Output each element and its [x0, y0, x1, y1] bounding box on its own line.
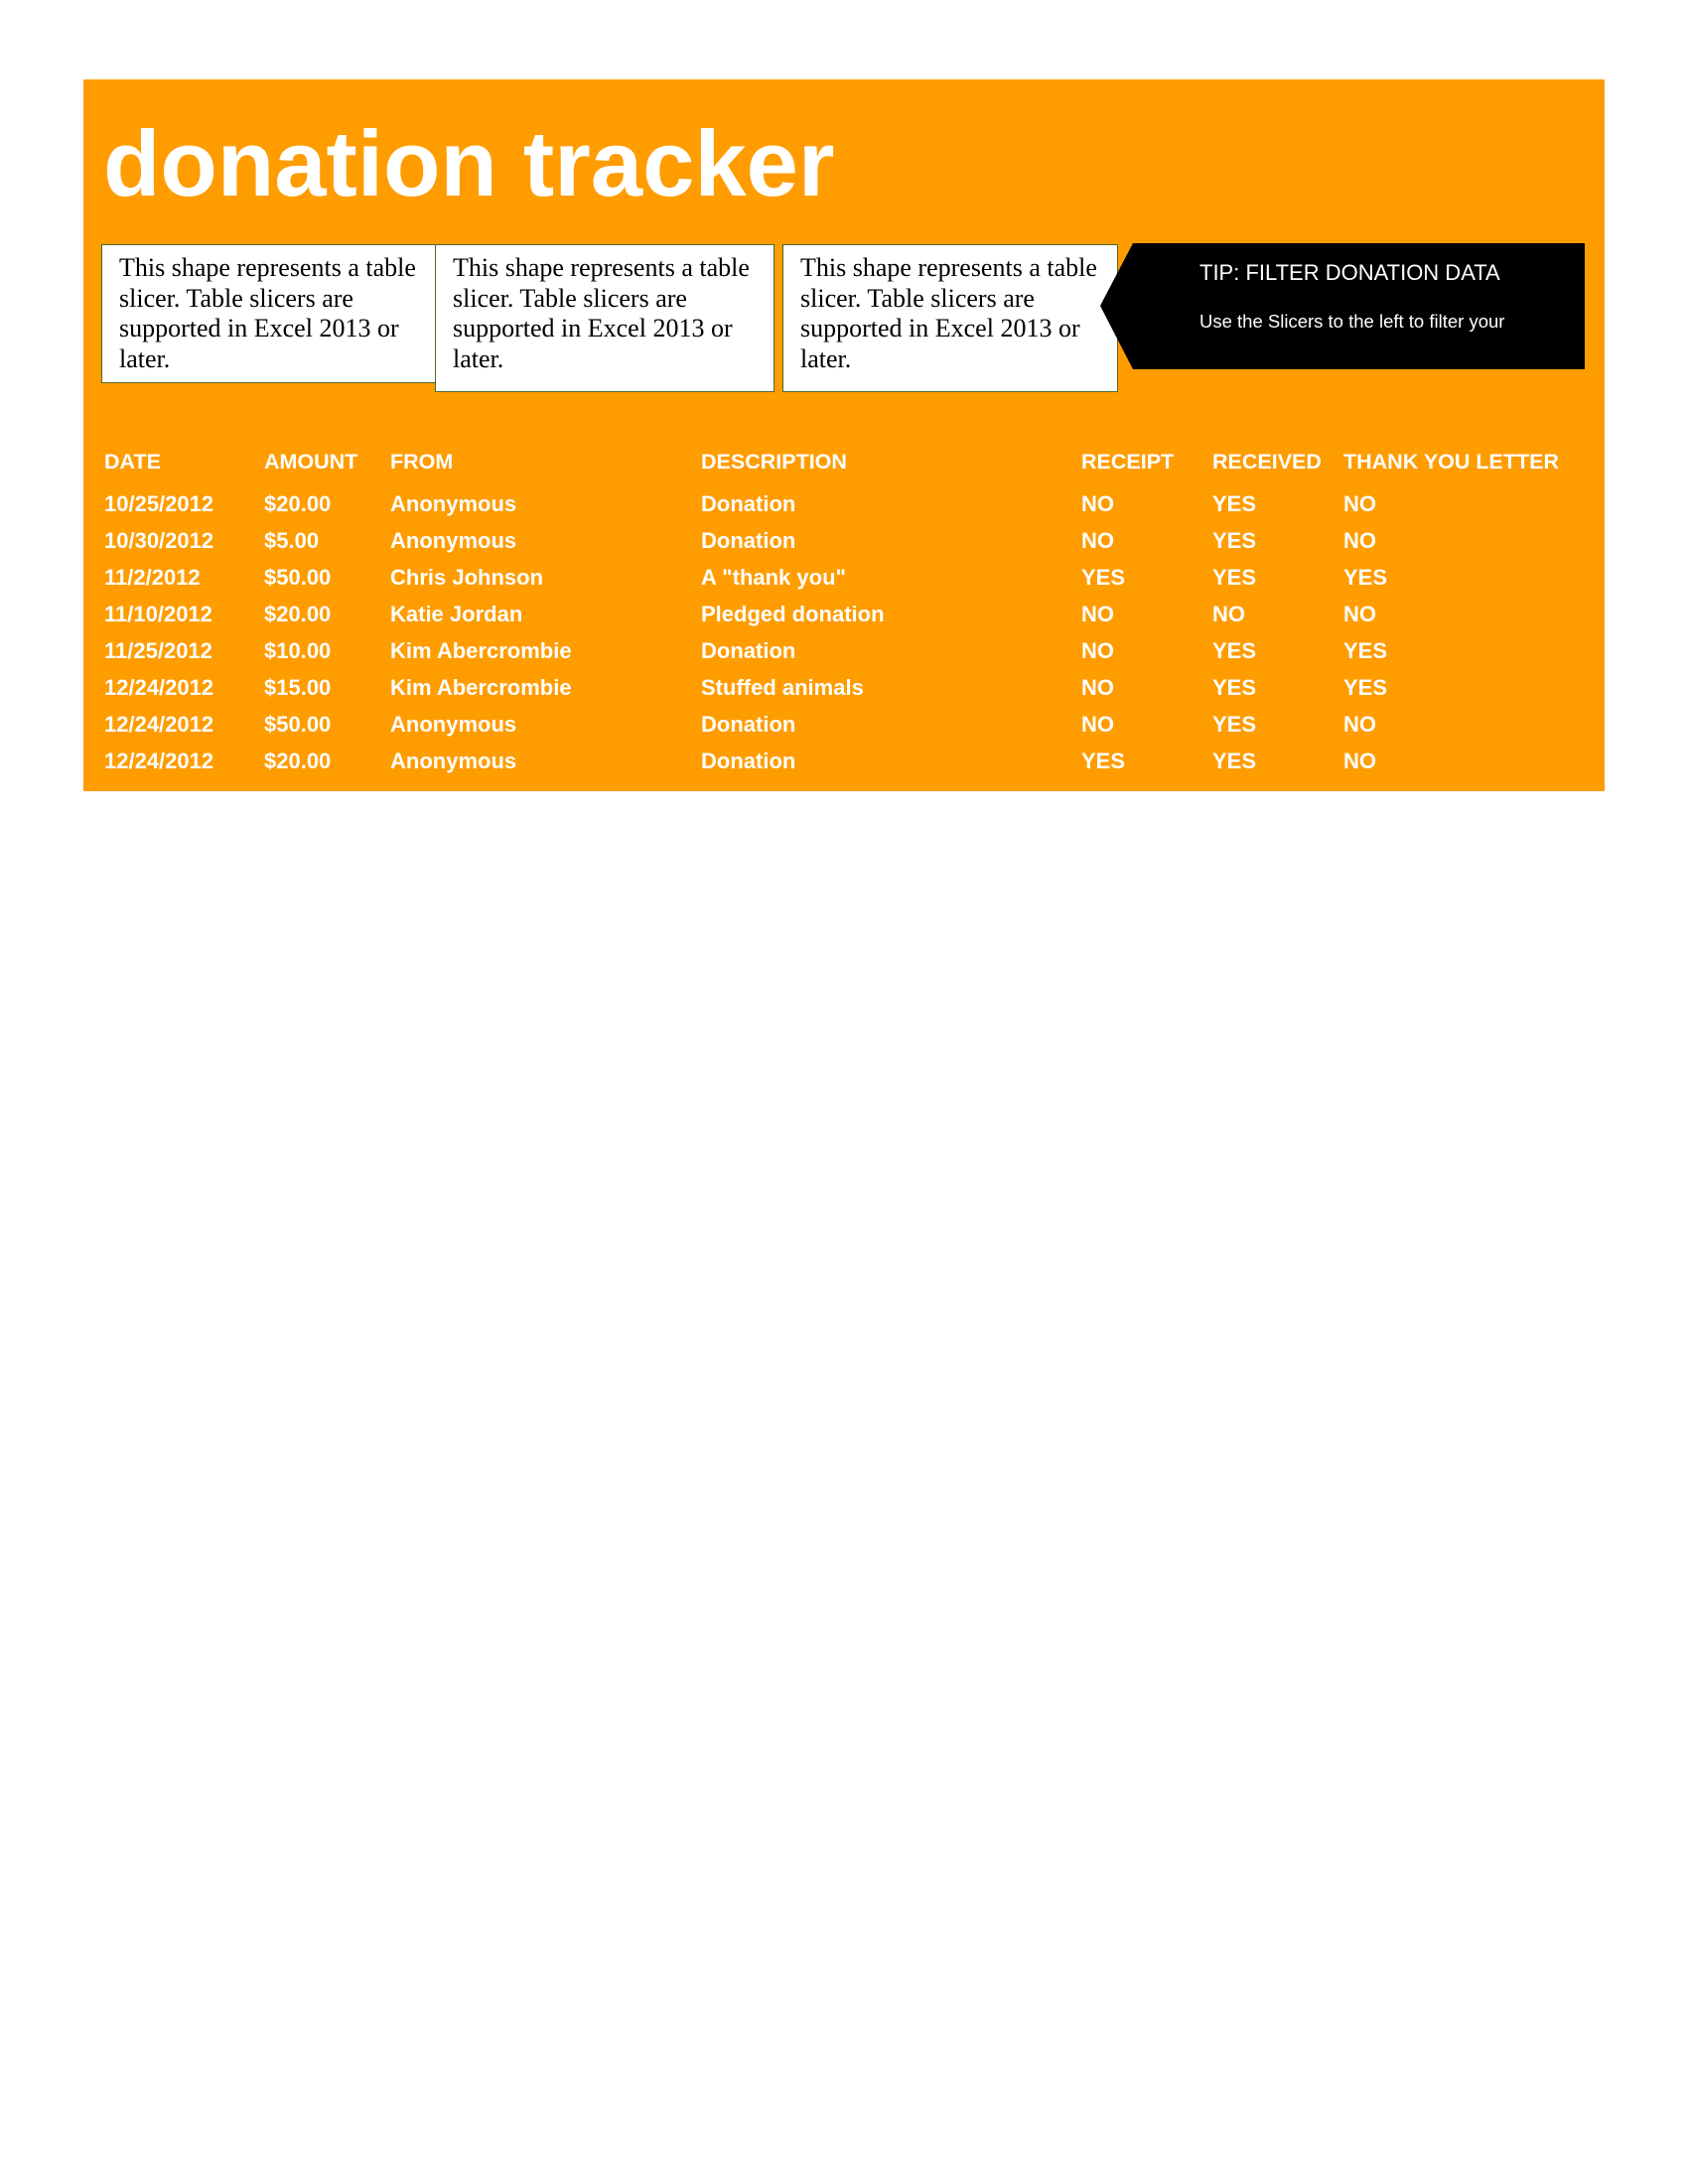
receipt-cell[interactable]: YES — [1081, 749, 1126, 773]
amount-cell[interactable]: $20.00 — [264, 749, 332, 773]
receipt-cell[interactable]: NO — [1081, 675, 1114, 700]
description-cell[interactable]: Donation — [701, 638, 796, 663]
description-cell[interactable]: Donation — [701, 749, 796, 773]
amount-cell[interactable]: $15.00 — [264, 675, 332, 700]
thank-you-letter-cell[interactable]: NO — [1343, 602, 1376, 626]
from-cell[interactable]: Anonymous — [390, 528, 517, 553]
amount-cell[interactable]: $10.00 — [264, 638, 332, 663]
table-slicer-placeholder[interactable]: This shape represents a table slicer. Table slicers are supported in Excel 2013 or later. — [101, 244, 437, 383]
amount-cell[interactable]: $50.00 — [264, 712, 332, 737]
received-cell[interactable]: YES — [1212, 749, 1257, 773]
column-header-from[interactable]: FROM — [390, 450, 454, 474]
from-cell[interactable]: Katie Jordan — [390, 602, 523, 626]
receipt-cell[interactable]: NO — [1081, 638, 1114, 663]
from-cell[interactable]: Anonymous — [390, 749, 517, 773]
receipt-cell[interactable]: NO — [1081, 491, 1114, 516]
date-cell[interactable]: 11/25/2012 — [104, 638, 212, 663]
description-cell[interactable]: Donation — [701, 528, 796, 553]
thank-you-letter-cell[interactable]: NO — [1343, 491, 1376, 516]
table-row — [83, 710, 1605, 747]
received-cell[interactable]: YES — [1212, 491, 1257, 516]
table-slicer-placeholder[interactable]: This shape represents a table slicer. Table slicers are supported in Excel 2013 or later. — [782, 244, 1118, 392]
from-cell[interactable]: Kim Abercrombie — [390, 638, 572, 663]
tip-callout — [1100, 243, 1585, 369]
column-header-receipt[interactable]: RECEIPT — [1081, 450, 1175, 474]
amount-cell[interactable]: $5.00 — [264, 528, 320, 553]
table-slicer-placeholder[interactable]: This shape represents a table slicer. Table slicers are supported in Excel 2013 or later. — [435, 244, 774, 392]
table-header-row — [83, 447, 1605, 489]
thank-you-letter-cell[interactable]: YES — [1343, 675, 1388, 700]
received-cell[interactable]: YES — [1212, 675, 1257, 700]
thank-you-letter-cell[interactable]: NO — [1343, 749, 1376, 773]
page-title: donation tracker — [103, 111, 835, 215]
tip-body: Use the Slicers to the left to filter your — [1199, 311, 1505, 332]
from-cell[interactable]: Anonymous — [390, 491, 517, 516]
thank-you-letter-cell[interactable]: NO — [1343, 528, 1376, 553]
receipt-cell[interactable]: NO — [1081, 528, 1114, 553]
table-row — [83, 673, 1605, 710]
description-cell[interactable]: Pledged donation — [701, 602, 885, 626]
received-cell[interactable]: YES — [1212, 712, 1257, 737]
table-row — [83, 489, 1605, 526]
received-cell[interactable]: NO — [1212, 602, 1245, 626]
date-cell[interactable]: 12/24/2012 — [104, 749, 214, 773]
date-cell[interactable]: 11/2/2012 — [104, 565, 201, 590]
receipt-cell[interactable]: NO — [1081, 712, 1114, 737]
from-cell[interactable]: Anonymous — [390, 712, 517, 737]
column-header-date[interactable]: DATE — [104, 450, 161, 474]
table-row — [83, 747, 1605, 783]
donation-sheet — [83, 79, 1605, 791]
date-cell[interactable]: 10/25/2012 — [104, 491, 214, 516]
amount-cell[interactable]: $50.00 — [264, 565, 332, 590]
description-cell[interactable]: Donation — [701, 712, 796, 737]
from-cell[interactable]: Chris Johnson — [390, 565, 544, 590]
receipt-cell[interactable]: YES — [1081, 565, 1126, 590]
description-cell[interactable]: Stuffed animals — [701, 675, 864, 700]
date-cell[interactable]: 12/24/2012 — [104, 675, 214, 700]
tip-title: TIP: FILTER DONATION DATA — [1199, 260, 1500, 285]
thank-you-letter-cell[interactable]: YES — [1343, 638, 1388, 663]
date-cell[interactable]: 12/24/2012 — [104, 712, 214, 737]
column-header-description[interactable]: DESCRIPTION — [701, 450, 847, 474]
received-cell[interactable]: YES — [1212, 528, 1257, 553]
description-cell[interactable]: A "thank you" — [701, 565, 846, 590]
amount-cell[interactable]: $20.00 — [264, 491, 332, 516]
date-cell[interactable]: 11/10/2012 — [104, 602, 212, 626]
table-row — [83, 636, 1605, 673]
column-header-amount[interactable]: AMOUNT — [264, 450, 358, 474]
thank-you-letter-cell[interactable]: NO — [1343, 712, 1376, 737]
table-row — [83, 526, 1605, 563]
donation-table — [83, 447, 1605, 783]
column-header-received[interactable]: RECEIVED — [1212, 450, 1322, 474]
description-cell[interactable]: Donation — [701, 491, 796, 516]
received-cell[interactable]: YES — [1212, 565, 1257, 590]
receipt-cell[interactable]: NO — [1081, 602, 1114, 626]
date-cell[interactable]: 10/30/2012 — [104, 528, 214, 553]
table-row — [83, 600, 1605, 636]
amount-cell[interactable]: $20.00 — [264, 602, 332, 626]
from-cell[interactable]: Kim Abercrombie — [390, 675, 572, 700]
thank-you-letter-cell[interactable]: YES — [1343, 565, 1388, 590]
column-header-thank-you-letter[interactable]: THANK YOU LETTER — [1343, 450, 1559, 474]
received-cell[interactable]: YES — [1212, 638, 1257, 663]
table-row — [83, 563, 1605, 600]
